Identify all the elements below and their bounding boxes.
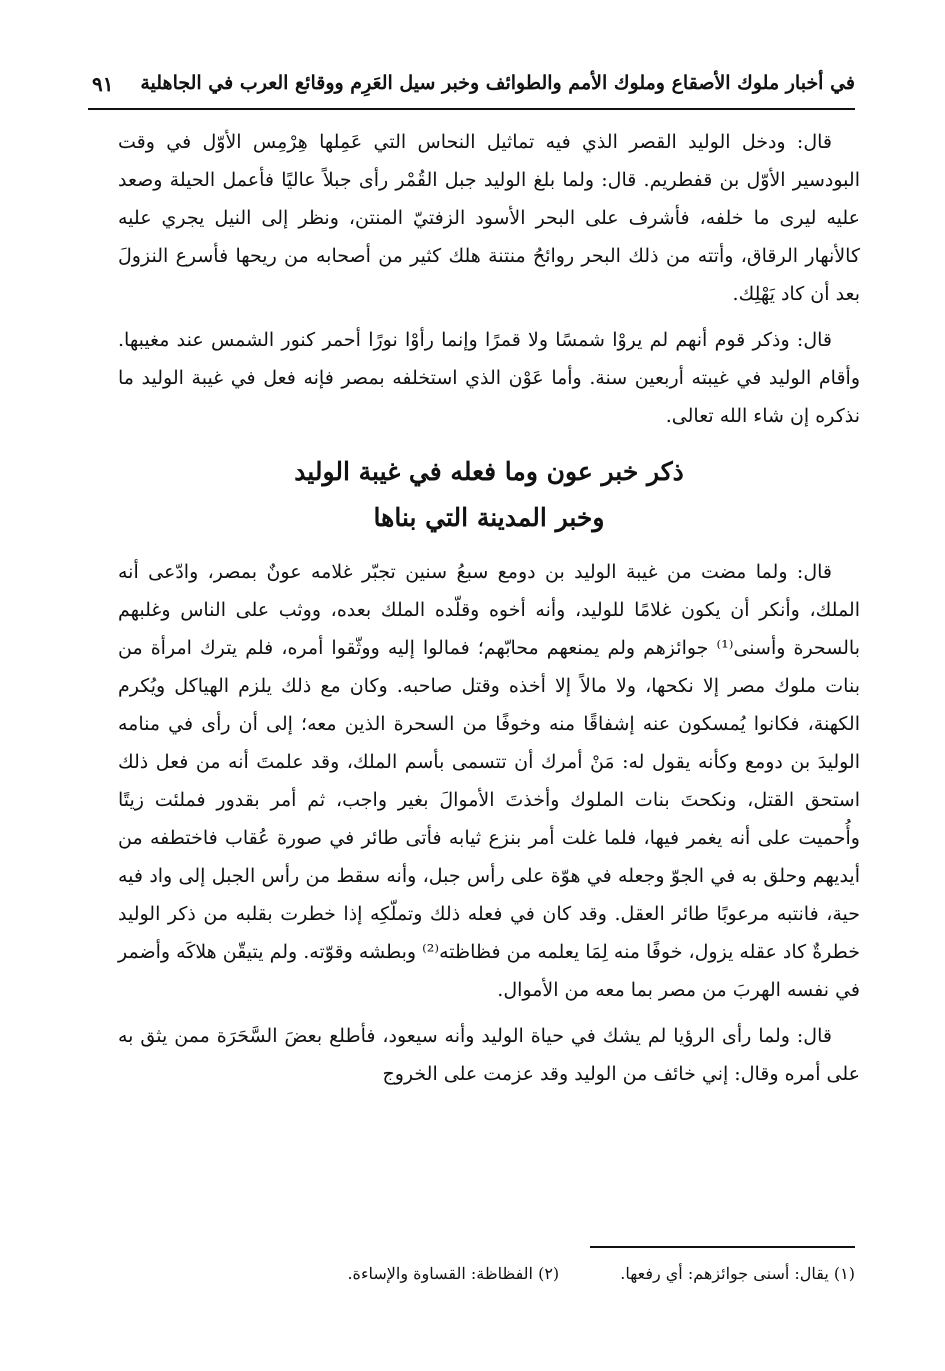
section-heading <box>118 449 860 541</box>
footnote-2: (٢) الفظاظة: القساوة والإساءة. <box>347 1264 560 1283</box>
running-title: في أخبار ملوك الأصقاع وملوك الأمم والطوائف وخبر سيل العَرِم ووقائع العرب في الجاهلية <box>140 72 855 94</box>
body-text <box>118 123 860 1093</box>
footnote-1: (١) يقال: أسنى جوائزهم: أي رفعها. <box>620 1264 855 1283</box>
paragraph-1: قال: ودخل الوليد القصر الذي فيه تماثيل النحاس التي عَمِلها هِرْمِس الأوّل في وقت البودسير الأوّل بن قفطريم. قال: ولما بلغ الوليد جبل القُمْر رأى جبلاً عاليًا فأعمل الحيلة وصعد عليه ليرى ما خلفه، فأشرف على البحر الأسود الزفتيّ المنتن، ونظر إلى النيل يجري عليه كالأنهار الرقاق، وأتته من ذلك البحر روائحُ منتنة هلك كثير من أصحابه من ريحها فأسرع النزولَ بعد أن كاد يَهْلِك. <box>118 131 860 305</box>
page-header <box>88 70 855 110</box>
heading-line-2: وخبر المدينة التي بناها <box>373 503 605 532</box>
page-number: ٩١ <box>92 72 114 96</box>
footnote-divider <box>590 1246 855 1248</box>
paragraph-3: قال: ولما مضت من غيبة الوليد بن دومع سبعُ سنين تجبّر غلامه عونٌ بمصر، وادّعى أنه الملك، وأنكر أن يكون غلامًا للوليد، وأنه أخوه وقلّده الملك بعده، ووثب على الناس وغلبهم بالسحرة وأسنى⁽¹⁾ جوائزهم ولم يمنعهم محابّهم؛ فمالوا إليه ووثّقوا أمره، فلم يترك امرأة من بنات ملوك مصر إلا نكحها، ولا مالاً إلا أخذه وقتل صاحبه. وكان مع ذلك يلزم الهياكل ويُكرم الكهنة، فكانوا يُمسكون عنه إشفاقًا منه وخوفًا من السحرة الذين معه؛ إلى أن رأى في منامه الوليدَ بن دومع وكأنه يقول له: مَنْ أمرك أن تتسمى بأسم الملك، وقد علمتَ أنه من فعل ذلك استحق القتل، ونكحتَ بنات الملوك وأخذتَ الأموالَ بغير واجب، ثم أمر بقدور فملئت زيتًا وأُحميت على أنه يغمر فيها، فلما غلت أمر بنزع ثيابه فأتى طائر في صورة عُقاب فاختطفه من أيديهم وحلق به في الجوّ وجعله في هوّة على رأس جبل، وأنه سقط من رأس الجبل إلى واد فيه حية، فانتبه مرعوبًا طائر العقل. وقد كان في فعله ذلك وتملّكِه إذا خطرت بقلبه من ذكر الوليد خطرةٌ كاد عقله يزول، خوفًا منه لِمَا يعلمه من فظاظته⁽²⁾ وبطشه وقوّته. ولم يتيقّن هلاكَه وأضمر في نفسه الهربَ من مصر بما معه من الأموال. <box>118 561 861 1001</box>
paragraph-2: قال: وذكر قوم أنهم لم يروْا شمسًا ولا قمرًا وإنما رأوْا نورًا أحمر كنور الشمس عند مغيبها. وأقام الوليد في غيبته أربعين سنة. وأما عَوْن الذي استخلفه بمصر فإنه فعل في غيبة الوليد ما نذكره إن شاء الله تعالى. <box>118 329 860 427</box>
footnotes <box>240 1262 855 1286</box>
paragraph-4: قال: ولما رأى الرؤيا لم يشك في حياة الوليد وأنه سيعود، فأطلع بعضَ السَّحَرَة ممن يثق به على أمره وقال: إني خائف من الوليد وقد عزمت على الخروج <box>118 1025 860 1085</box>
heading-line-1: ذكر خبر عون وما فعله في غيبة الوليد <box>294 457 684 486</box>
